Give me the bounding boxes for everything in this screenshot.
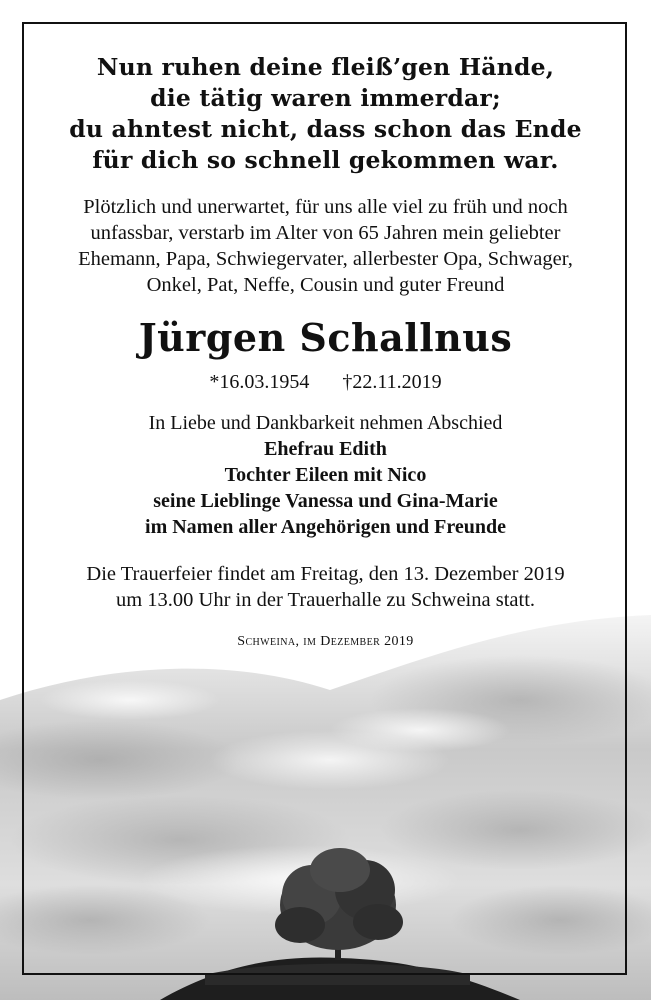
death-date: †22.11.2019 xyxy=(342,371,442,393)
announcement-line: Onkel, Pat, Neffe, Cousin und guter Freund xyxy=(146,274,505,296)
birth-date: *16.03.1954 xyxy=(209,371,310,393)
announcement-line: Plötzlich und unerwartet, für uns alle viel zu früh und noch xyxy=(83,196,568,218)
poem-line: die tätig waren immerdar; xyxy=(150,84,501,112)
announcement-line: unfassbar, verstarb im Alter von 65 Jahren mein geliebter xyxy=(90,222,561,244)
deceased-name: Jürgen Schallnus xyxy=(138,315,513,360)
mourner-name: Tochter Eileen mit Nico xyxy=(224,464,427,486)
mourners-intro: In Liebe und Dankbarkeit nehmen Abschied xyxy=(148,412,503,434)
place-and-date: Schweina, im Dezember 2019 xyxy=(237,634,414,649)
poem-line: für dich so schnell gekommen war. xyxy=(92,146,559,174)
memorial-poem xyxy=(22,52,629,176)
service-line: Die Trauerfeier findet am Freitag, den 13. Dezember 2019 xyxy=(86,563,565,585)
poem-line: du ahntest nicht, dass schon das Ende xyxy=(69,115,582,143)
mourner-name: im Namen aller Angehörigen und Freunde xyxy=(145,516,506,538)
mourner-name: Ehefrau Edith xyxy=(264,438,387,460)
life-dates xyxy=(22,369,629,395)
poem-line: Nun ruhen deine fleiß’gen Hände, xyxy=(96,53,555,81)
mourner-name: seine Lieblinge Vanessa und Gina-Marie xyxy=(153,490,498,512)
mourners-block xyxy=(22,410,629,540)
service-line: um 13.00 Uhr in der Trauerhalle zu Schweina statt. xyxy=(115,589,536,611)
funeral-service-info xyxy=(22,561,629,613)
announcement-line: Ehemann, Papa, Schwiegervater, allerbester Opa, Schwager, xyxy=(78,248,573,270)
announcement-text xyxy=(22,194,629,298)
